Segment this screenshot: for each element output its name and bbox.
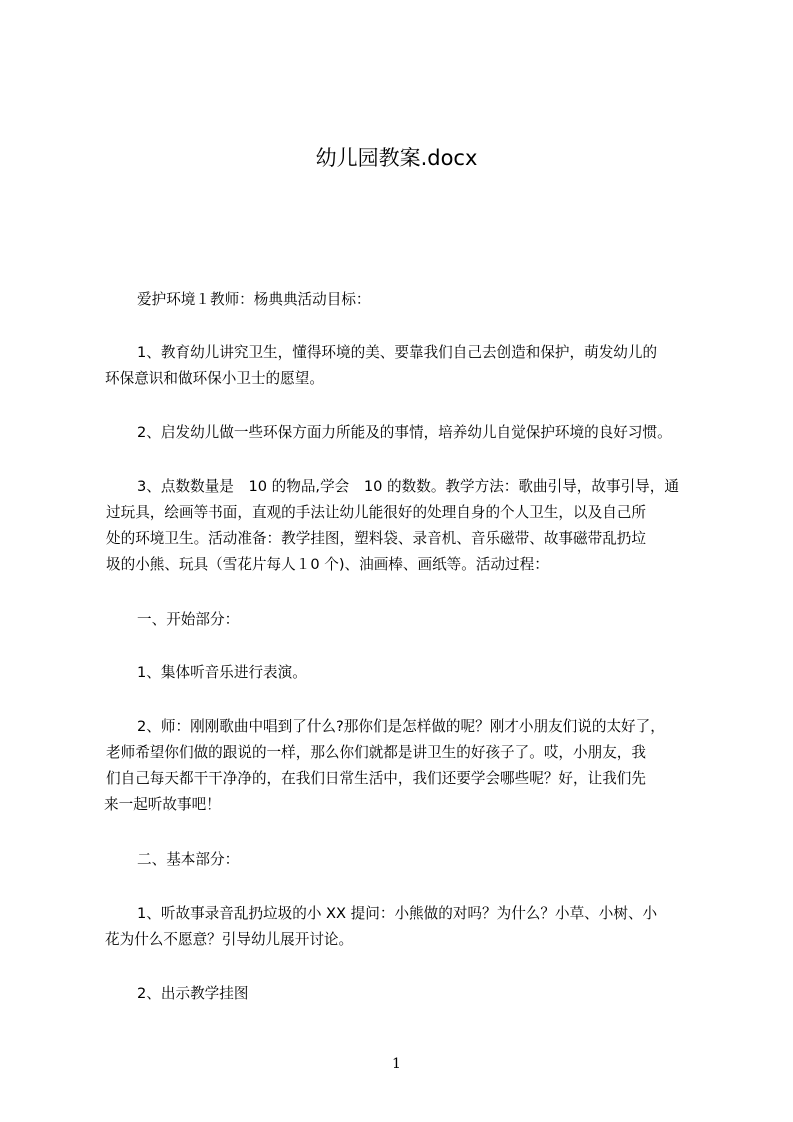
text-line: 3、点数数量是 10 的物品,学会 10 的数数。教学方法：歌曲引导，故事引导，通 bbox=[137, 478, 679, 495]
section-heading: 一、开始部分： bbox=[137, 611, 240, 628]
text-line: 来一起听故事吧！ bbox=[104, 796, 221, 813]
text-line: 1、集体听音乐进行表演。 bbox=[137, 664, 307, 681]
text-line: 环保意识和做环保小卫士的愿望。 bbox=[105, 370, 324, 387]
text-line: 老师希望你们做的跟说的一样，那么你们就都是讲卫生的好孩子了。哎，小朋友，我 bbox=[106, 744, 646, 761]
text-line: 圾的小熊、玩具（雪花片每人１0 个)、油画棒、画纸等。活动过程： bbox=[106, 556, 549, 573]
document-title: 幼儿园教案.docx bbox=[315, 146, 478, 170]
section-heading: 二、基本部分： bbox=[137, 851, 240, 868]
text-line: 花为什么不愿意？引导幼儿展开讨论。 bbox=[105, 931, 354, 948]
text-line: 1、教育幼儿讲究卫生，懂得环境的美、要靠我们自己去创造和保护，萌发幼儿的 bbox=[137, 344, 658, 361]
text-line: 2、出示教学挂图 bbox=[137, 985, 249, 1002]
text-line: 2、启发幼儿做一些环保方面力所能及的事情，培养幼儿自觉保护环境的良好习惯。 bbox=[137, 424, 672, 441]
text-line: 1、听故事录音乱扔垃圾的小 XX 提问：小熊做的对吗？为什么？小草、小树、小 bbox=[137, 905, 658, 922]
text-line: 处的环境卫生。活动准备：教学挂图，塑料袋、录音机、音乐磁带、故事磁带乱扔垃 bbox=[106, 530, 646, 547]
page-number: 1 bbox=[392, 1056, 401, 1072]
text-line: 爱护环境１教师：杨典典活动目标： bbox=[137, 291, 371, 308]
text-line: 过玩具，绘画等书面，直观的手法让幼儿能很好的处理自身的个人卫生，以及自己所 bbox=[106, 504, 646, 521]
text-line: 2、师：刚刚歌曲中唱到了什么?那你们是怎样做的呢？刚才小朋友们说的太好了， bbox=[137, 718, 665, 735]
text-line: 们自己每天都干干净净的，在我们日常生活中，我们还要学会哪些呢？好，让我们先 bbox=[106, 770, 646, 787]
